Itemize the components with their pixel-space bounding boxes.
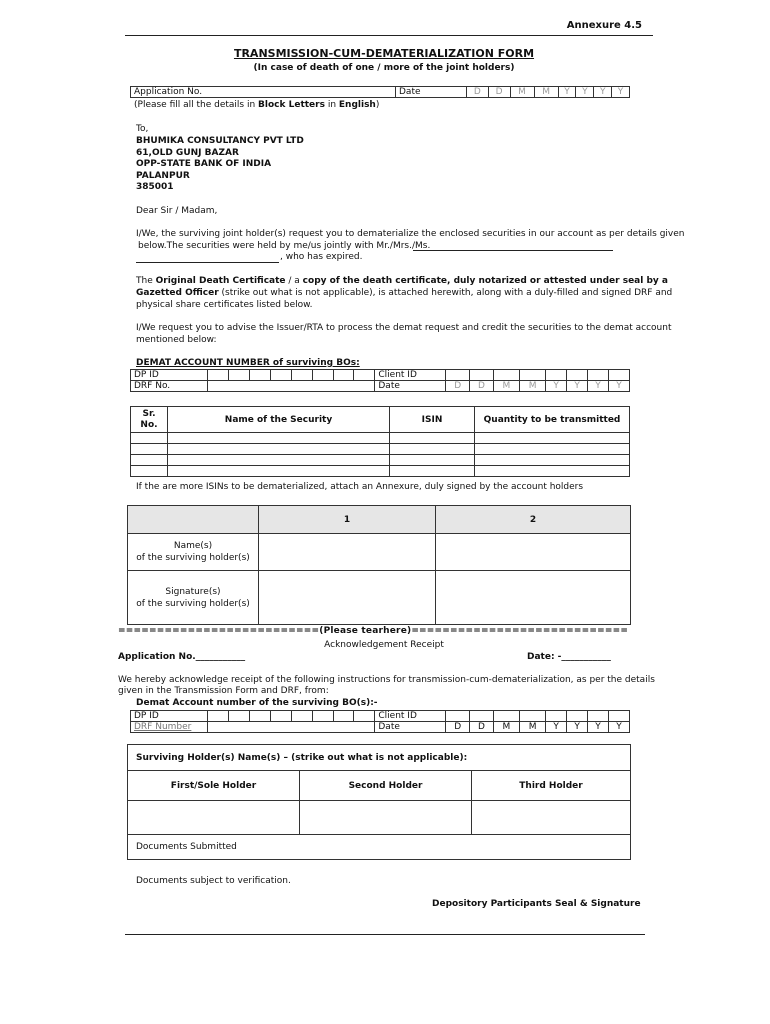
- drf-no-label: DRF No.: [131, 381, 208, 392]
- table-cell[interactable]: [131, 433, 168, 444]
- dp-id-box[interactable]: [228, 711, 249, 722]
- date-box[interactable]: M: [520, 381, 546, 392]
- date-box[interactable]: Y: [608, 722, 629, 733]
- client-id-box[interactable]: [546, 370, 567, 381]
- dp-id-box[interactable]: [291, 370, 312, 381]
- surviving-holders-table: [127, 744, 631, 860]
- client-id-box[interactable]: [567, 711, 588, 722]
- client-id-label: Client ID: [375, 711, 446, 722]
- third-holder-header: Third Holder: [472, 771, 631, 801]
- ack-demat-heading: Demat Account number of the surviving BO(s):-: [136, 698, 378, 708]
- date-box[interactable]: Y: [567, 381, 588, 392]
- date-label: Date: [375, 381, 446, 392]
- tear-line: ==========================(Please tearhere)============================: [118, 626, 629, 636]
- ack-line2: given in the Transmission Form and DRF, from:: [118, 686, 329, 696]
- dp-id-label: DP ID: [131, 711, 208, 722]
- ack-line1: We hereby acknowledge receipt of the following instructions for transmission-cum-dematerialization, as per the details: [118, 675, 655, 685]
- drf-number-label: DRF Number: [131, 722, 208, 733]
- application-no-field[interactable]: Application No.: [131, 87, 396, 98]
- date-box[interactable]: M: [534, 87, 558, 98]
- date-box[interactable]: D: [470, 381, 494, 392]
- para1-line2: below.The securities were held by me/us jointly with Mr./Mrs./Ms.: [138, 241, 431, 251]
- client-id-box[interactable]: [608, 711, 629, 722]
- signatures-label: Signature(s) of the surviving holder(s): [128, 571, 259, 625]
- annexure-label: Annexure 4.5: [566, 20, 642, 31]
- dp-id-box[interactable]: [312, 370, 333, 381]
- docs-subject-note: Documents subject to verification.: [136, 876, 291, 886]
- dp-seal-label: Depository Participants Seal & Signature: [432, 899, 641, 909]
- dp-id-box[interactable]: [249, 711, 270, 722]
- header-rule: [125, 35, 653, 36]
- ack-title: Acknowledgement Receipt: [324, 640, 444, 650]
- table-cell[interactable]: [390, 444, 475, 455]
- dp-id-box[interactable]: [228, 370, 249, 381]
- table-cell[interactable]: [390, 455, 475, 466]
- address-line: 385001: [136, 182, 174, 192]
- holders-table: [127, 505, 631, 625]
- para3-line1: I/We request you to advise the Issuer/RTA to process the demat request and credit the securities to the demat account: [136, 323, 672, 333]
- client-id-box[interactable]: [567, 370, 588, 381]
- date-box[interactable]: Y: [558, 87, 576, 98]
- salutation: Dear Sir / Madam,: [136, 206, 218, 216]
- table-cell[interactable]: [475, 433, 630, 444]
- client-id-box[interactable]: [493, 370, 519, 381]
- securities-table: [130, 406, 630, 477]
- date-box[interactable]: D: [446, 381, 470, 392]
- client-id-box[interactable]: [608, 370, 629, 381]
- para3-line2: mentioned below:: [136, 335, 217, 345]
- ack-date[interactable]: Date: -___________: [527, 652, 611, 662]
- signature-field-2[interactable]: [436, 571, 631, 625]
- table-cell[interactable]: [475, 466, 630, 477]
- table-cell[interactable]: [168, 444, 390, 455]
- documents-submitted[interactable]: Documents Submitted: [128, 835, 631, 860]
- dp-id-box[interactable]: [270, 711, 291, 722]
- date-box[interactable]: Y: [608, 381, 629, 392]
- second-holder-header: Second Holder: [300, 771, 472, 801]
- date-box[interactable]: M: [510, 87, 534, 98]
- dp-id-box[interactable]: [312, 711, 333, 722]
- drf-number-field[interactable]: [208, 722, 375, 733]
- table-cell[interactable]: [168, 433, 390, 444]
- date-box[interactable]: Y: [546, 722, 567, 733]
- name-field-1[interactable]: [259, 534, 436, 571]
- table-cell[interactable]: [131, 444, 168, 455]
- para2-line1: The Original Death Certificate / a copy of the death certificate, duly notarized or attested under seal by a: [136, 276, 668, 286]
- names-label: Name(s) of the surviving holder(s): [128, 534, 259, 571]
- para1-line1: I/We, the surviving joint holder(s) request you to dematerialize the enclosed securities in our account as per details given: [136, 229, 685, 239]
- date-box[interactable]: D: [470, 722, 494, 733]
- date-box[interactable]: D: [467, 87, 489, 98]
- first-holder-header: First/Sole Holder: [128, 771, 300, 801]
- date-box[interactable]: Y: [588, 722, 609, 733]
- client-id-box[interactable]: [520, 370, 546, 381]
- table-cell[interactable]: [168, 466, 390, 477]
- table-cell[interactable]: [390, 466, 475, 477]
- signature-field-1[interactable]: [259, 571, 436, 625]
- isin-note: If the are more ISINs to be dematerialized, attach an Annexure, duly signed by the account holders: [136, 482, 584, 492]
- date-box[interactable]: Y: [594, 87, 612, 98]
- client-id-box[interactable]: [446, 711, 470, 722]
- dp-id-box[interactable]: [270, 370, 291, 381]
- address-line: PALANPUR: [136, 171, 190, 181]
- holder-col-2: 2: [436, 506, 631, 534]
- date-box[interactable]: Y: [612, 87, 630, 98]
- holders-header-blank: [128, 506, 259, 534]
- address-line: OPP-STATE BANK OF INDIA: [136, 159, 272, 169]
- dp-id-box[interactable]: [354, 711, 375, 722]
- dp-id-box[interactable]: [249, 370, 270, 381]
- form-title: TRANSMISSION-CUM-DEMATERIALIZATION FORM: [233, 47, 535, 60]
- dp-id-box[interactable]: [291, 711, 312, 722]
- security-name-header: Name of the Security: [168, 407, 390, 433]
- client-id-box[interactable]: [588, 711, 609, 722]
- application-date-row: [130, 86, 630, 98]
- table-cell[interactable]: [131, 466, 168, 477]
- isin-header: ISIN: [390, 407, 475, 433]
- date-box[interactable]: M: [493, 381, 519, 392]
- fill-note: (Please fill all the details in Block Letters in English): [134, 100, 380, 110]
- para2-line2: Gazetted Officer (strike out what is not applicable), is attached herewith, along with a duly-filled and signed DRF and: [136, 288, 673, 298]
- table-cell[interactable]: [475, 444, 630, 455]
- client-id-box[interactable]: [493, 711, 519, 722]
- client-id-box[interactable]: [588, 370, 609, 381]
- first-holder-field[interactable]: [128, 801, 300, 835]
- deceased-name-field[interactable]: [413, 250, 613, 251]
- client-id-box[interactable]: [520, 711, 546, 722]
- ack-demat-table: [130, 710, 630, 733]
- address-line: 61,OLD GUNJ BAZAR: [136, 148, 239, 158]
- drf-no-field[interactable]: [208, 381, 375, 392]
- date-box[interactable]: D: [488, 87, 510, 98]
- address-line: BHUMIKA CONSULTANCY PVT LTD: [136, 136, 304, 146]
- form-subtitle: (In case of death of one / more of the joint holders): [253, 63, 515, 73]
- client-id-box[interactable]: [546, 711, 567, 722]
- dp-id-box[interactable]: [333, 370, 354, 381]
- table-cell[interactable]: [390, 433, 475, 444]
- third-holder-field[interactable]: [472, 801, 631, 835]
- para2-line3: physical share certificates listed below.: [136, 300, 313, 310]
- footer-rule: [125, 934, 645, 935]
- dp-id-box[interactable]: [208, 370, 229, 381]
- name-field-2[interactable]: [436, 534, 631, 571]
- demat-account-table: [130, 369, 630, 392]
- dp-id-box[interactable]: [333, 711, 354, 722]
- table-cell[interactable]: [131, 455, 168, 466]
- dp-id-label: DP ID: [131, 370, 208, 381]
- deceased-name-field-cont[interactable]: [136, 262, 279, 263]
- date-box[interactable]: Y: [567, 722, 588, 733]
- date-label: Date: [396, 87, 467, 98]
- date-box[interactable]: Y: [546, 381, 567, 392]
- client-id-box[interactable]: [470, 370, 494, 381]
- holder-col-1: 1: [259, 506, 436, 534]
- date-label: Date: [375, 722, 446, 733]
- second-holder-field[interactable]: [300, 801, 472, 835]
- date-box[interactable]: M: [493, 722, 519, 733]
- date-box[interactable]: M: [520, 722, 546, 733]
- surviving-title: Surviving Holder(s) Name(s) – (strike out what is not applicable):: [128, 745, 631, 771]
- dp-id-box[interactable]: [208, 711, 229, 722]
- quantity-header: Quantity to be transmitted: [475, 407, 630, 433]
- client-id-label: Client ID: [375, 370, 446, 381]
- para1-line3: , who has expired.: [280, 252, 363, 262]
- demat-heading: DEMAT ACCOUNT NUMBER of surviving BOs:: [136, 358, 360, 368]
- date-box[interactable]: Y: [576, 87, 594, 98]
- date-box[interactable]: D: [446, 722, 470, 733]
- date-box[interactable]: Y: [588, 381, 609, 392]
- dp-id-box[interactable]: [354, 370, 375, 381]
- to-label: To,: [136, 124, 149, 134]
- table-cell[interactable]: [168, 455, 390, 466]
- ack-application-no[interactable]: Application No.___________: [118, 652, 246, 662]
- client-id-box[interactable]: [446, 370, 470, 381]
- table-cell[interactable]: [475, 455, 630, 466]
- sr-no-header: Sr. No.: [131, 407, 168, 433]
- client-id-box[interactable]: [470, 711, 494, 722]
